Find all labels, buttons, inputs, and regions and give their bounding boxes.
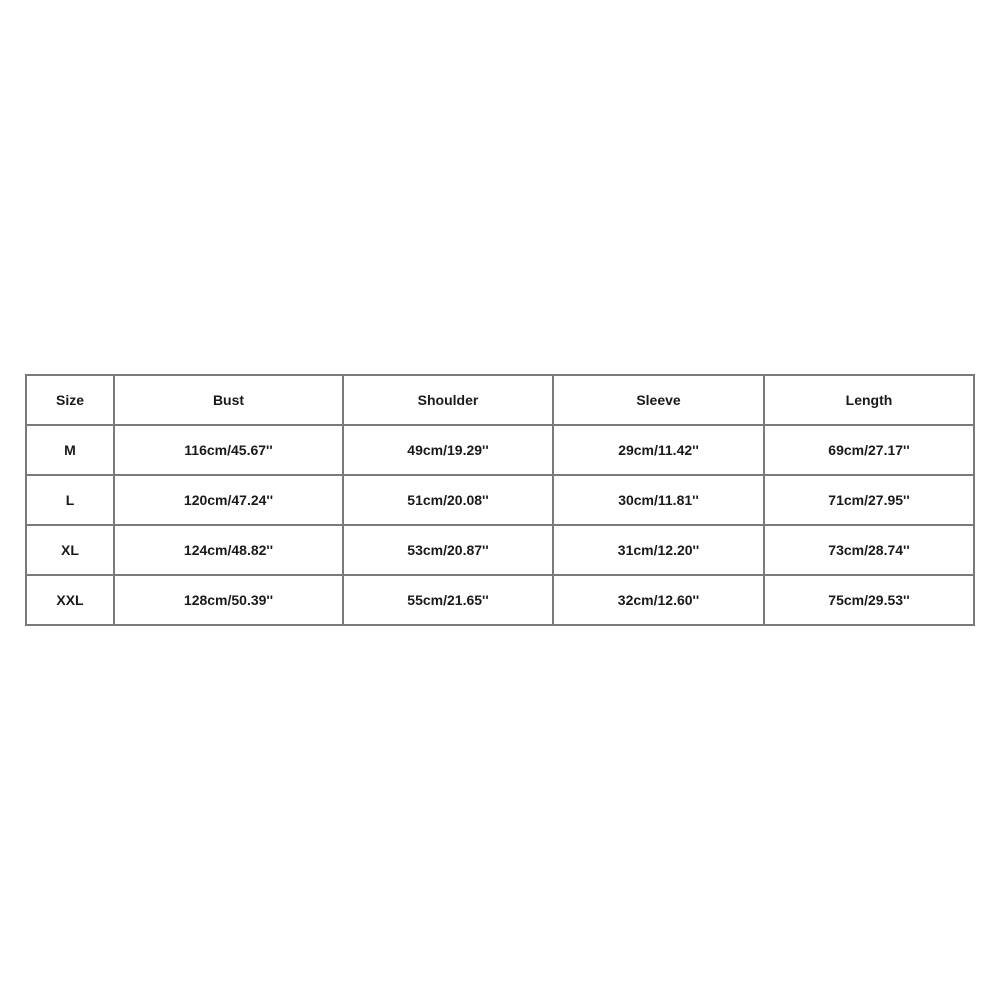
cell-shoulder: 49cm/19.29''	[343, 425, 553, 475]
cell-bust: 124cm/48.82''	[114, 525, 343, 575]
cell-sleeve: 29cm/11.42''	[553, 425, 764, 475]
cell-bust: 120cm/47.24''	[114, 475, 343, 525]
table-row	[26, 475, 974, 525]
table-row	[26, 425, 974, 475]
cell-sleeve: 30cm/11.81''	[553, 475, 764, 525]
cell-shoulder: 55cm/21.65''	[343, 575, 553, 625]
cell-bust: 116cm/45.67''	[114, 425, 343, 475]
header-bust: Bust	[114, 375, 343, 425]
cell-size: L	[26, 475, 114, 525]
cell-length: 69cm/27.17''	[764, 425, 974, 475]
cell-sleeve: 32cm/12.60''	[553, 575, 764, 625]
cell-shoulder: 51cm/20.08''	[343, 475, 553, 525]
header-size: Size	[26, 375, 114, 425]
header-sleeve: Sleeve	[553, 375, 764, 425]
cell-sleeve: 31cm/12.20''	[553, 525, 764, 575]
size-chart-table	[25, 374, 975, 626]
table-header-row	[26, 375, 974, 425]
table-row	[26, 525, 974, 575]
cell-shoulder: 53cm/20.87''	[343, 525, 553, 575]
table-row	[26, 575, 974, 625]
cell-length: 73cm/28.74''	[764, 525, 974, 575]
cell-size: XXL	[26, 575, 114, 625]
cell-length: 71cm/27.95''	[764, 475, 974, 525]
header-shoulder: Shoulder	[343, 375, 553, 425]
cell-length: 75cm/29.53''	[764, 575, 974, 625]
cell-size: M	[26, 425, 114, 475]
header-length: Length	[764, 375, 974, 425]
cell-bust: 128cm/50.39''	[114, 575, 343, 625]
cell-size: XL	[26, 525, 114, 575]
